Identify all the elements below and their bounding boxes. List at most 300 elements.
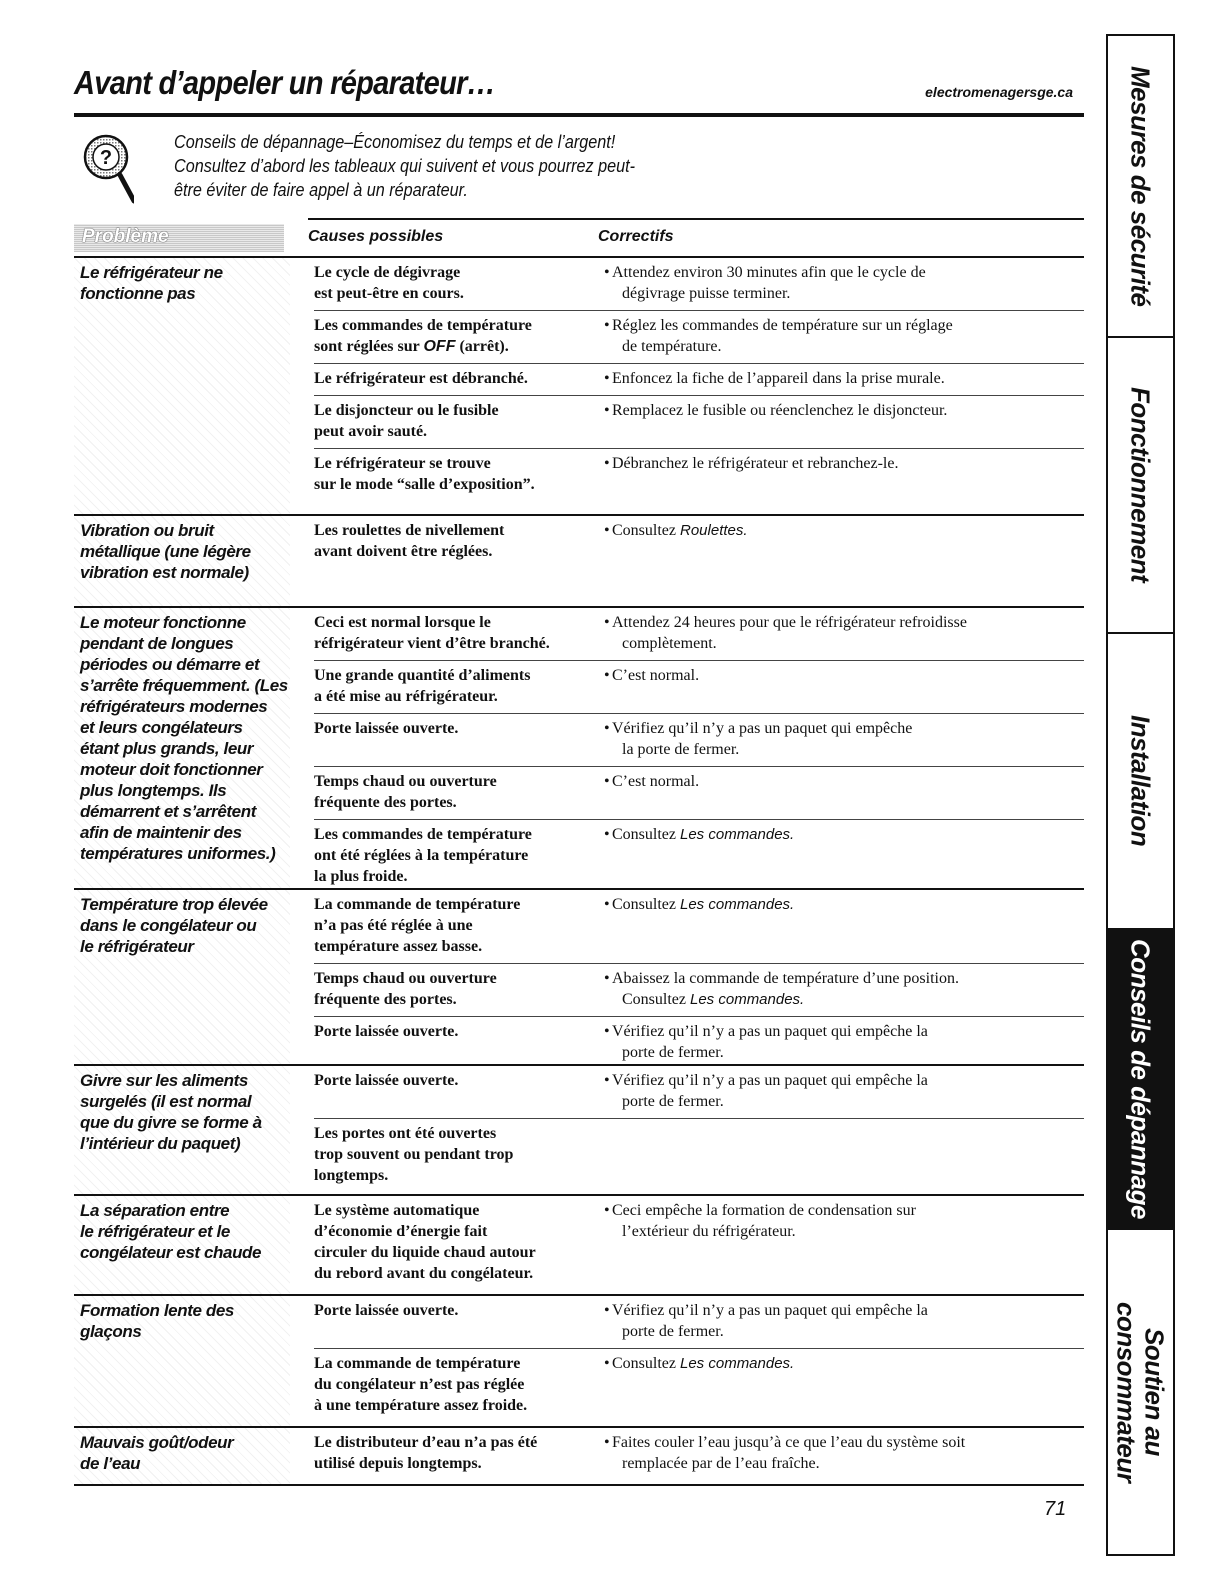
problem-group xyxy=(74,608,1084,890)
problem-line: Mauvais goût/odeur xyxy=(80,1433,234,1452)
cause-cell xyxy=(314,1021,604,1063)
fix-text: Réglez les commandes de température sur un réglage xyxy=(612,317,953,334)
cause-line xyxy=(314,1395,604,1416)
fix-cell xyxy=(604,1070,1084,1112)
fix-text: la porte de fermer. xyxy=(622,741,740,758)
fix-text: de température. xyxy=(622,338,722,355)
fix-cell xyxy=(604,612,1084,654)
cause-cell xyxy=(314,1432,604,1474)
divider xyxy=(308,218,1084,220)
cause-line xyxy=(314,1021,604,1042)
section-reference: Les commandes. xyxy=(680,1355,795,1372)
problem-line: périodes ou démarre et xyxy=(80,655,260,674)
fix-line xyxy=(604,739,1076,760)
problem-line: moteur doit fonctionner xyxy=(80,760,263,779)
cause-text: La commande de température xyxy=(314,1355,521,1372)
table-row xyxy=(314,516,1084,568)
cause-line xyxy=(314,1353,604,1374)
bullet: • xyxy=(604,826,610,843)
cause-text: réfrigérateur vient d’être branché. xyxy=(314,635,550,652)
problem-line: vibration est normale) xyxy=(80,563,249,582)
fix-line xyxy=(604,1070,1076,1091)
table-row xyxy=(314,820,1084,893)
fix-line xyxy=(604,771,1076,792)
fix-cell xyxy=(604,824,1084,887)
cause-list xyxy=(314,1428,1084,1484)
fix-line xyxy=(604,453,1076,474)
cause-list xyxy=(314,1066,1084,1194)
fix-cell xyxy=(604,771,1084,813)
fix-line xyxy=(604,315,1076,336)
fix-cell xyxy=(604,1123,1084,1186)
table-row xyxy=(314,608,1084,661)
cause-line xyxy=(314,665,604,686)
cause-cell xyxy=(314,1200,604,1284)
cause-line xyxy=(314,541,604,562)
fix-cell xyxy=(604,968,1084,1010)
cause-text: température assez basse. xyxy=(314,938,483,955)
cause-text: a été mise au réfrigérateur. xyxy=(314,688,498,705)
cause-text: (arrêt). xyxy=(455,338,509,355)
cause-text: Porte laissée ouverte. xyxy=(314,1302,459,1319)
fix-line xyxy=(604,612,1076,633)
table-row xyxy=(314,1066,1084,1119)
bullet: • xyxy=(604,522,610,539)
cause-line xyxy=(314,421,604,442)
cause-line xyxy=(314,1432,604,1453)
cause-text: fréquente des portes. xyxy=(314,991,457,1008)
tab-label: Fonctionnement xyxy=(1125,387,1156,583)
cause-list xyxy=(314,608,1084,888)
section-reference: Les commandes. xyxy=(680,896,795,913)
fix-text: Enfoncez la fiche de l’appareil dans la prise murale. xyxy=(612,370,945,387)
cause-line xyxy=(314,1374,604,1395)
off-keyword: OFF xyxy=(423,338,456,355)
fix-text: C’est normal. xyxy=(612,667,700,684)
table-row xyxy=(314,1196,1084,1290)
cause-line xyxy=(314,1070,604,1091)
tab-1[interactable] xyxy=(1108,338,1173,634)
problem-line: Vibration ou bruit xyxy=(80,521,214,540)
cause-line xyxy=(314,633,604,654)
tab-3[interactable] xyxy=(1108,930,1173,1230)
cause-text: Porte laissée ouverte. xyxy=(314,1072,459,1089)
cause-line xyxy=(314,1165,604,1186)
tab-4[interactable] xyxy=(1108,1230,1173,1554)
problem-line: étant plus grands, leur xyxy=(80,739,254,758)
cause-line xyxy=(314,771,604,792)
bullet: • xyxy=(604,1434,610,1451)
fix-cell xyxy=(604,520,1084,562)
bullet: • xyxy=(604,455,610,472)
problem-group xyxy=(74,1428,1084,1486)
fix-text: Ceci empêche la formation de condensation sur xyxy=(612,1202,916,1219)
fix-line xyxy=(604,718,1076,739)
cause-line xyxy=(314,400,604,421)
intro-line: Conseils de dépannage–Économisez du temps et de l’argent! xyxy=(174,132,616,152)
title-rule xyxy=(74,113,1084,117)
bullet: • xyxy=(604,1202,610,1219)
problem-line: dans le congélateur ou xyxy=(80,916,257,935)
cause-text: La commande de température xyxy=(314,896,521,913)
fix-text: Débranchez le réfrigérateur et rebranchez-le. xyxy=(612,455,899,472)
cause-text: Le cycle de dégivrage xyxy=(314,264,461,281)
cause-line xyxy=(314,686,604,707)
cause-list xyxy=(314,258,1084,514)
fix-line xyxy=(604,633,1076,654)
problem-line: Température trop élevée xyxy=(80,895,268,914)
problem-line: températures uniformes.) xyxy=(80,844,276,863)
cause-cell xyxy=(314,453,604,495)
fix-text: porte de fermer. xyxy=(622,1323,724,1340)
cause-cell xyxy=(314,968,604,1010)
fix-cell xyxy=(604,453,1084,495)
bullet: • xyxy=(604,1023,610,1040)
problem-line: surgelés (il est normal xyxy=(80,1092,252,1111)
fix-line xyxy=(604,968,1076,989)
fix-line xyxy=(604,1300,1076,1321)
tab-2[interactable] xyxy=(1108,634,1173,930)
fix-cell xyxy=(604,1021,1084,1063)
fix-text: Faites couler l’eau jusqu’à ce que l’eau du système soit xyxy=(612,1434,966,1451)
cause-line xyxy=(314,824,604,845)
cause-text: Les roulettes de nivellement xyxy=(314,522,505,539)
fix-line xyxy=(604,520,1076,541)
cause-text: Une grande quantité d’aliments xyxy=(314,667,531,684)
problem-line: afin de maintenir des xyxy=(80,823,242,842)
problem-line: fonctionne pas xyxy=(80,284,196,303)
fix-text: Vérifiez qu’il n’y a pas un paquet qui empêche la xyxy=(612,1302,928,1319)
website-link[interactable]: electromenagersge.ca xyxy=(925,84,1073,100)
cause-text: ont été réglées à la température xyxy=(314,847,529,864)
cause-text: trop souvent ou pendant trop xyxy=(314,1146,514,1163)
fix-cell xyxy=(604,400,1084,442)
bullet: • xyxy=(604,773,610,790)
table-row xyxy=(314,714,1084,767)
svg-text:?: ? xyxy=(99,147,113,169)
section-tabs xyxy=(1106,34,1175,1556)
problem-line: plus longtemps. Ils xyxy=(80,781,227,800)
section-reference: Roulettes. xyxy=(680,522,748,539)
cause-cell xyxy=(314,1300,604,1342)
problem-line: que du givre se forme à xyxy=(80,1113,262,1132)
intro-text xyxy=(174,130,750,202)
cause-cell xyxy=(314,400,604,442)
cause-line xyxy=(314,283,604,304)
tab-label: Soutien au consommateur xyxy=(1111,1301,1170,1483)
cause-text: Le réfrigérateur est débranché. xyxy=(314,370,528,387)
fix-line xyxy=(604,368,1076,389)
problem-line: congélateur est chaude xyxy=(80,1243,262,1262)
problem-label xyxy=(74,516,290,606)
table-row xyxy=(314,311,1084,364)
cause-line xyxy=(314,718,604,739)
problem-line: La séparation entre xyxy=(80,1201,230,1220)
fix-line xyxy=(604,1221,1076,1242)
fix-line xyxy=(604,1453,1076,1474)
problem-line: Formation lente des xyxy=(80,1301,234,1320)
table-row xyxy=(314,396,1084,449)
cause-text: longtemps. xyxy=(314,1167,389,1184)
intro-line: être éviter de faire appel à un réparateur. xyxy=(174,180,468,200)
cause-text: utilisé depuis longtemps. xyxy=(314,1455,482,1472)
cause-text: est peut-être en cours. xyxy=(314,285,464,302)
tab-label: Mesures de sécurité xyxy=(1125,65,1156,307)
cause-text: du congélateur n’est pas réglée xyxy=(314,1376,525,1393)
cause-text: la plus froide. xyxy=(314,868,408,885)
problem-label xyxy=(74,608,290,888)
cause-text: Les commandes de température xyxy=(314,826,532,843)
fix-text: Consultez xyxy=(612,826,680,843)
fix-cell xyxy=(604,315,1084,357)
bullet: • xyxy=(604,370,610,387)
cause-line xyxy=(314,989,604,1010)
table-row xyxy=(314,1428,1084,1480)
cause-text: Ceci est normal lorsque le xyxy=(314,614,491,631)
fix-line xyxy=(604,262,1076,283)
fix-line xyxy=(604,894,1076,915)
problem-header: Problème xyxy=(82,226,169,247)
bullet: • xyxy=(604,970,610,987)
fix-line xyxy=(604,1200,1076,1221)
cause-line xyxy=(314,792,604,813)
problem-line: et leurs congélateurs xyxy=(80,718,243,737)
section-reference: Les commandes. xyxy=(690,991,805,1008)
bullet: • xyxy=(604,264,610,281)
bullet: • xyxy=(604,896,610,913)
cause-cell xyxy=(314,315,604,357)
problem-line: réfrigérateurs modernes xyxy=(80,697,268,716)
problem-line: Givre sur les aliments xyxy=(80,1071,248,1090)
fix-cell xyxy=(604,718,1084,760)
fix-line xyxy=(604,1091,1076,1112)
cause-text: Les portes ont été ouvertes xyxy=(314,1125,497,1142)
fix-line xyxy=(604,824,1076,845)
table-row xyxy=(314,1119,1084,1192)
troubleshooting-table xyxy=(74,258,1084,1486)
cause-cell xyxy=(314,368,604,389)
problem-group xyxy=(74,1296,1084,1428)
problem-line: le réfrigérateur et le xyxy=(80,1222,230,1241)
cause-line xyxy=(314,894,604,915)
table-row xyxy=(314,1349,1084,1422)
problem-group xyxy=(74,258,1084,516)
cause-list xyxy=(314,1196,1084,1294)
table-row xyxy=(314,449,1084,501)
fix-text: remplacée par de l’eau fraîche. xyxy=(622,1455,820,1472)
cause-text: Le système automatique xyxy=(314,1202,480,1219)
bullet: • xyxy=(604,1072,610,1089)
tab-label: Conseils de dépannage xyxy=(1125,939,1156,1219)
fix-text: Remplacez le fusible ou réenclenchez le disjoncteur. xyxy=(612,402,948,419)
bullet: • xyxy=(604,1355,610,1372)
problem-label xyxy=(74,1066,290,1194)
problem-line: démarrent et s’arrêtent xyxy=(80,802,256,821)
problem-label xyxy=(74,1428,290,1484)
cause-text: peut avoir sauté. xyxy=(314,423,428,440)
fix-text: l’extérieur du réfrigérateur. xyxy=(622,1223,796,1240)
cause-line xyxy=(314,936,604,957)
bullet: • xyxy=(604,402,610,419)
fix-text: Consultez xyxy=(612,896,680,913)
cause-text: d’économie d’énergie fait xyxy=(314,1223,488,1240)
fix-text: Vérifiez qu’il n’y a pas un paquet qui empêche xyxy=(612,720,913,737)
cause-cell xyxy=(314,665,604,707)
problem-group xyxy=(74,1066,1084,1196)
cause-text: Porte laissée ouverte. xyxy=(314,1023,459,1040)
cause-line xyxy=(314,336,604,357)
causes-header: Causes possibles xyxy=(308,228,444,245)
fix-text: Vérifiez qu’il n’y a pas un paquet qui empêche la xyxy=(612,1023,928,1040)
problem-label xyxy=(74,890,290,1064)
fix-text: Attendez 24 heures pour que le réfrigérateur refroidisse xyxy=(612,614,967,631)
fix-text: dégivrage puisse terminer. xyxy=(622,285,791,302)
cause-text: sont réglées sur xyxy=(314,338,424,355)
cause-cell xyxy=(314,1353,604,1416)
section-reference: Les commandes. xyxy=(680,826,795,843)
table-row xyxy=(314,1017,1084,1069)
fix-text: porte de fermer. xyxy=(622,1093,724,1110)
cause-line xyxy=(314,866,604,887)
problem-label xyxy=(74,1196,290,1294)
cause-line xyxy=(314,520,604,541)
bullet: • xyxy=(604,720,610,737)
cause-text: Le disjoncteur ou le fusible xyxy=(314,402,499,419)
problem-group xyxy=(74,890,1084,1066)
cause-text: Temps chaud ou ouverture xyxy=(314,970,497,987)
cause-line xyxy=(314,845,604,866)
bullet: • xyxy=(604,1302,610,1319)
tab-0[interactable] xyxy=(1108,36,1173,338)
bullet: • xyxy=(604,317,610,334)
cause-line xyxy=(314,315,604,336)
cause-text: circuler du liquide chaud autour xyxy=(314,1244,536,1261)
cause-text: Porte laissée ouverte. xyxy=(314,720,459,737)
page-title: Avant d’appeler un réparateur… xyxy=(74,64,496,101)
fix-text: Consultez xyxy=(612,1355,680,1372)
cause-text: Le réfrigérateur se trouve xyxy=(314,455,491,472)
fix-line xyxy=(604,1321,1076,1342)
fix-text: complètement. xyxy=(622,635,717,652)
cause-line xyxy=(314,1123,604,1144)
cause-line xyxy=(314,1144,604,1165)
fix-line xyxy=(604,1353,1076,1374)
cause-text: du rebord avant du congélateur. xyxy=(314,1265,534,1282)
bullet: • xyxy=(604,614,610,631)
problem-label xyxy=(74,1296,290,1426)
problem-group xyxy=(74,1196,1084,1296)
fix-cell xyxy=(604,368,1084,389)
fix-line xyxy=(604,1042,1076,1063)
fix-cell xyxy=(604,665,1084,707)
problem-line: Le moteur fonctionne xyxy=(80,613,246,632)
fixes-header: Correctifs xyxy=(598,228,674,245)
fix-cell xyxy=(604,1353,1084,1416)
cause-cell xyxy=(314,612,604,654)
question-magnifier-icon xyxy=(82,133,134,205)
problem-line: métallique (une légère xyxy=(80,542,251,561)
cause-cell xyxy=(314,520,604,562)
cause-cell xyxy=(314,894,604,957)
fix-cell xyxy=(604,262,1084,304)
fix-line xyxy=(604,665,1076,686)
cause-text: Temps chaud ou ouverture xyxy=(314,773,497,790)
cause-text: à une température assez froide. xyxy=(314,1397,528,1414)
cause-list xyxy=(314,890,1084,1064)
problem-group xyxy=(74,516,1084,608)
cause-line xyxy=(314,1300,604,1321)
cause-line xyxy=(314,1200,604,1221)
cause-text: sur le mode “salle d’exposition”. xyxy=(314,476,535,493)
cause-line xyxy=(314,453,604,474)
problem-line: l’intérieur du paquet) xyxy=(80,1134,241,1153)
cause-cell xyxy=(314,1070,604,1112)
problem-label xyxy=(74,258,290,514)
problem-line: le réfrigérateur xyxy=(80,937,194,956)
cause-list xyxy=(314,1296,1084,1426)
tab-label: Installation xyxy=(1125,715,1156,847)
cause-line xyxy=(314,1242,604,1263)
problem-line: Le réfrigérateur ne xyxy=(80,263,223,282)
intro-line: Consultez d’abord les tableaux qui suivent et vous pourrez peut- xyxy=(174,156,636,176)
cause-line xyxy=(314,915,604,936)
fix-text: Vérifiez qu’il n’y a pas un paquet qui empêche la xyxy=(612,1072,928,1089)
problem-line: s’arrête fréquemment. (Les xyxy=(80,676,288,695)
cause-list xyxy=(314,516,1084,606)
problem-line: pendant de longues xyxy=(80,634,234,653)
cause-text: n’a pas été réglée à une xyxy=(314,917,473,934)
cause-line xyxy=(314,368,604,389)
cause-cell xyxy=(314,771,604,813)
cause-text: Les commandes de température xyxy=(314,317,532,334)
fix-line xyxy=(604,283,1076,304)
fix-line xyxy=(604,336,1076,357)
cause-cell xyxy=(314,262,604,304)
fix-text: Consultez xyxy=(622,991,690,1008)
table-row xyxy=(314,1296,1084,1349)
cause-line xyxy=(314,262,604,283)
problem-line: glaçons xyxy=(80,1322,142,1341)
cause-cell xyxy=(314,824,604,887)
table-row xyxy=(314,364,1084,396)
cause-line xyxy=(314,1453,604,1474)
cause-cell xyxy=(314,1123,604,1186)
fix-line xyxy=(604,1432,1076,1453)
cause-line xyxy=(314,612,604,633)
page-number: 71 xyxy=(1044,1498,1067,1520)
cause-text: Le distributeur d’eau n’a pas été xyxy=(314,1434,538,1451)
cause-cell xyxy=(314,718,604,760)
bullet: • xyxy=(604,667,610,684)
problem-line: de l’eau xyxy=(80,1454,141,1473)
table-row xyxy=(314,767,1084,820)
cause-line xyxy=(314,474,604,495)
cause-line xyxy=(314,1263,604,1284)
table-row xyxy=(314,964,1084,1017)
problem-header-badge xyxy=(74,224,284,252)
cause-line xyxy=(314,1221,604,1242)
cause-line xyxy=(314,968,604,989)
fix-cell xyxy=(604,1432,1084,1474)
table-row xyxy=(314,258,1084,311)
cause-text: avant doivent être réglées. xyxy=(314,543,493,560)
fix-line xyxy=(604,989,1076,1010)
fix-cell xyxy=(604,1300,1084,1342)
fix-text: C’est normal. xyxy=(612,773,700,790)
fix-line xyxy=(604,1021,1076,1042)
fix-text: Consultez xyxy=(612,522,680,539)
fix-cell xyxy=(604,894,1084,957)
